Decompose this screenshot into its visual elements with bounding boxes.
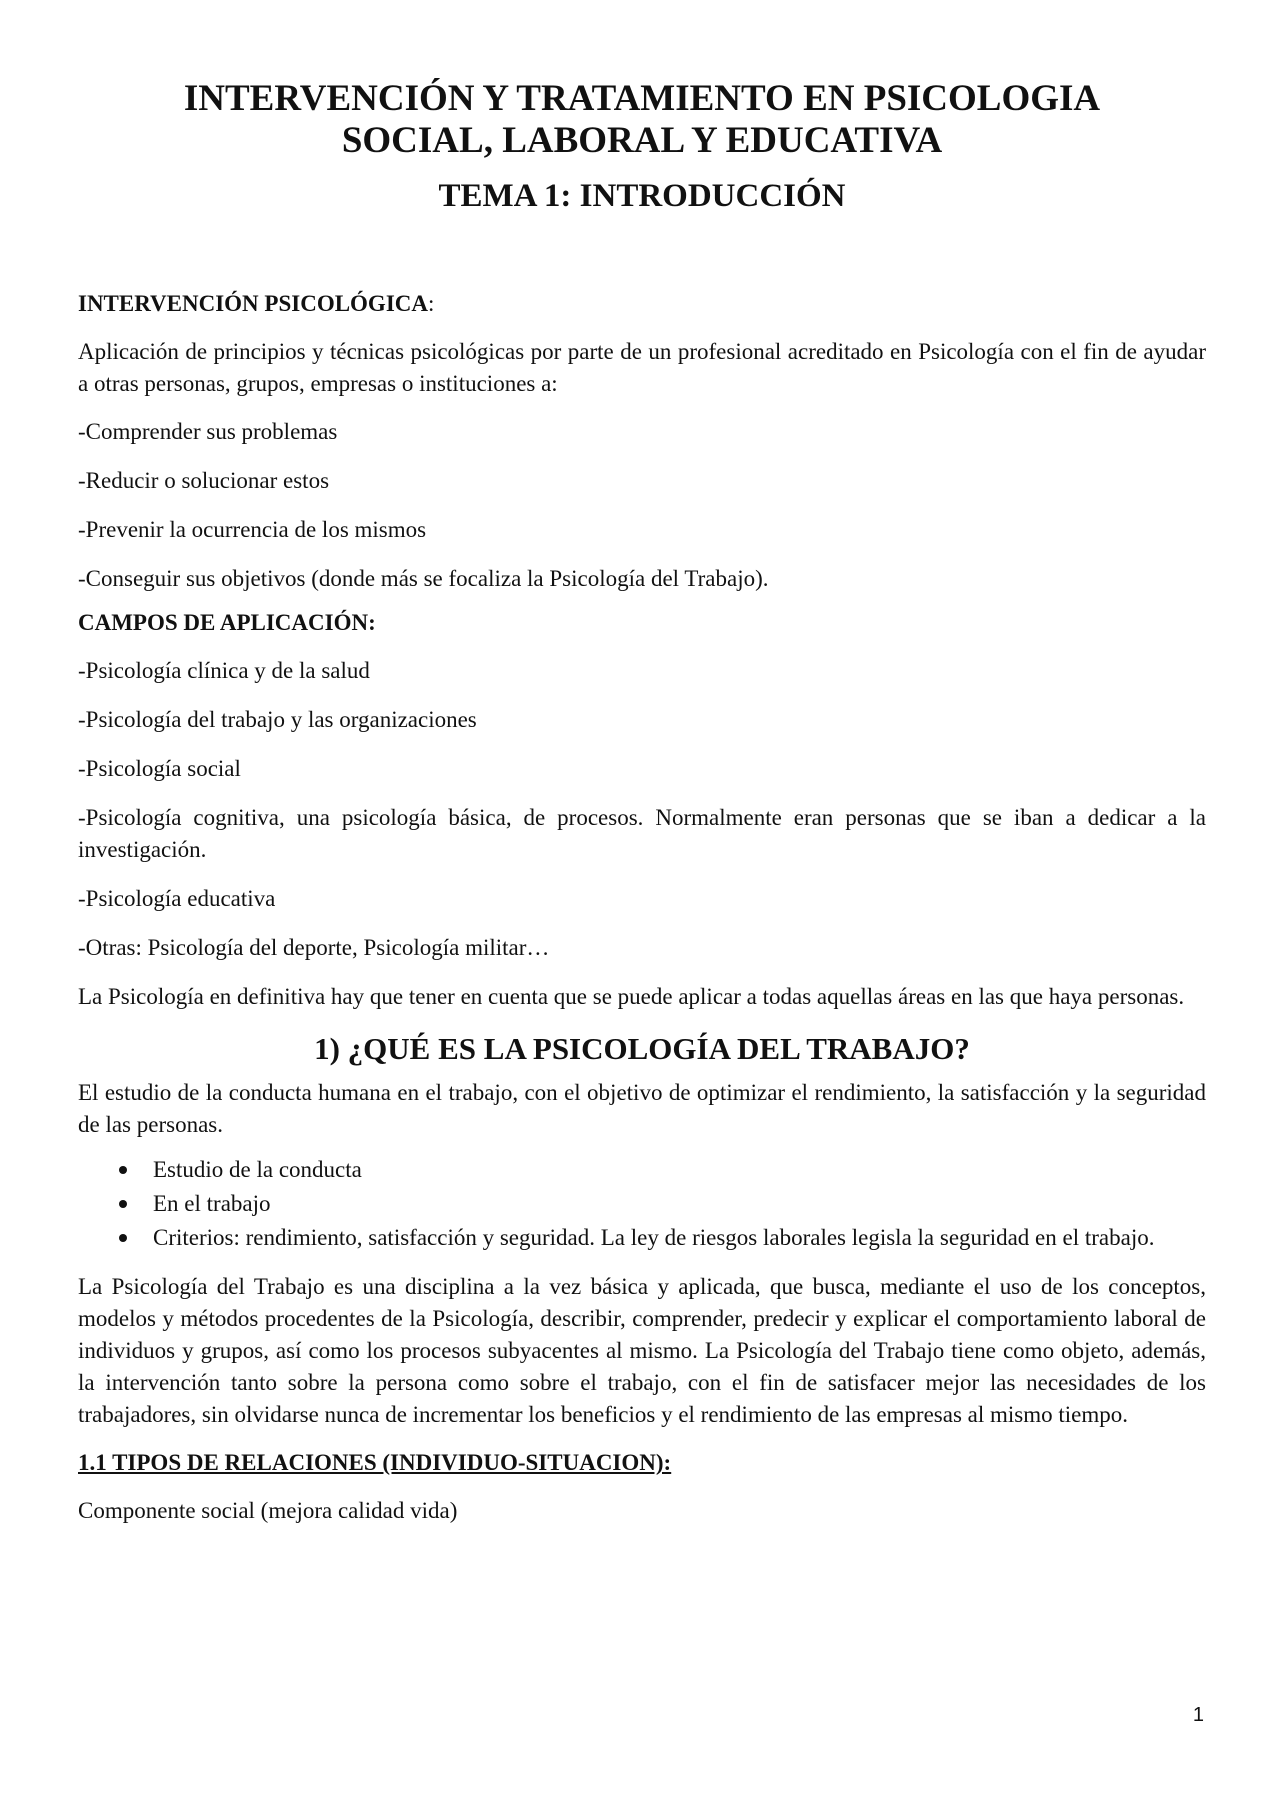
campos-item: -Psicología educativa	[78, 886, 276, 911]
section-1-definition: El estudio de la conducta humana en el trabajo, con el objetivo de optimizar el rendimiento, la satisfacción y la seguridad de las personas.	[78, 1080, 1206, 1137]
document-page	[78, 78, 1206, 1527]
campos-item: -Otras: Psicología del deporte, Psicología militar…	[78, 935, 550, 960]
intervencion-label: INTERVENCIÓN PSICOLÓGICA	[78, 291, 428, 316]
intervencion-item: -Comprender sus problemas	[78, 419, 338, 444]
campos-heading: CAMPOS DE APLICACIÓN:	[78, 610, 376, 635]
intervencion-item: -Reducir o solucionar estos	[78, 468, 330, 493]
section-1-heading: 1) ¿QUÉ ES LA PSICOLOGÍA DEL TRABAJO?	[314, 1031, 970, 1066]
bullet-item: Estudio de la conducta	[153, 1153, 1206, 1187]
intervencion-item: -Conseguir sus objetivos (donde más se focaliza la Psicología del Trabajo).	[78, 566, 769, 591]
bullet-item: Criterios: rendimiento, satisfacción y seguridad. La ley de riesgos laborales legisla la seguridad en el trabajo.	[153, 1221, 1206, 1255]
intervencion-definition: Aplicación de principios y técnicas psicológicas por parte de un profesional acreditado en Psicología con el fin de ayudar a otras personas, grupos, empresas o instituciones a:	[78, 339, 1206, 396]
section-1-1-text: Componente social (mejora calidad vida)	[78, 1498, 458, 1523]
campos-item: -Psicología del trabajo y las organizaciones	[78, 707, 477, 732]
campos-item: -Psicología clínica y de la salud	[78, 658, 370, 683]
section-1-1-heading: 1.1 TIPOS DE RELACIONES (INDIVIDUO-SITUACION):	[78, 1450, 672, 1475]
section-1-bullet-list	[78, 1153, 1206, 1255]
campos-item: -Psicología social	[78, 756, 241, 781]
section-1-paragraph: La Psicología del Trabajo es una disciplina a la vez básica y aplicada, que busca, mediante el uso de los conceptos, modelos y métodos procedentes de la Psicología, describir, comprender, predecir y explicar el comportamiento laboral de individuos y grupos, así como los procesos subyacentes al mismo. La Psicología del Trabajo tiene como objeto, además, la intervención tanto sobre la persona como sobre el trabajo, con el fin de satisfacer mejor las necesidades de los trabajadores, sin olvidarse nunca de incrementar los beneficios y el rendimiento de las empresas al mismo tiempo.	[78, 1274, 1206, 1427]
bullet-item: En el trabajo	[153, 1187, 1206, 1221]
document-title	[78, 78, 1206, 162]
page-number: 1	[1192, 1704, 1204, 1726]
document-subtitle: TEMA 1: INTRODUCCIÓN	[438, 178, 846, 214]
intervencion-label-suffix: :	[428, 291, 435, 316]
intervencion-item: -Prevenir la ocurrencia de los mismos	[78, 517, 427, 542]
title-line-2: SOCIAL, LABORAL Y EDUCATIVA	[341, 120, 943, 161]
campos-closing: La Psicología en definitiva hay que tener en cuenta que se puede aplicar a todas aquellas áreas en las que haya personas.	[78, 984, 1185, 1009]
intervencion-heading	[78, 288, 1206, 320]
campos-item: -Psicología cognitiva, una psicología básica, de procesos. Normalmente eran personas que se iban a dedicar a la investigación.	[78, 805, 1206, 862]
title-line-1: INTERVENCIÓN Y TRATAMIENTO EN PSICOLOGIA	[183, 78, 1101, 119]
